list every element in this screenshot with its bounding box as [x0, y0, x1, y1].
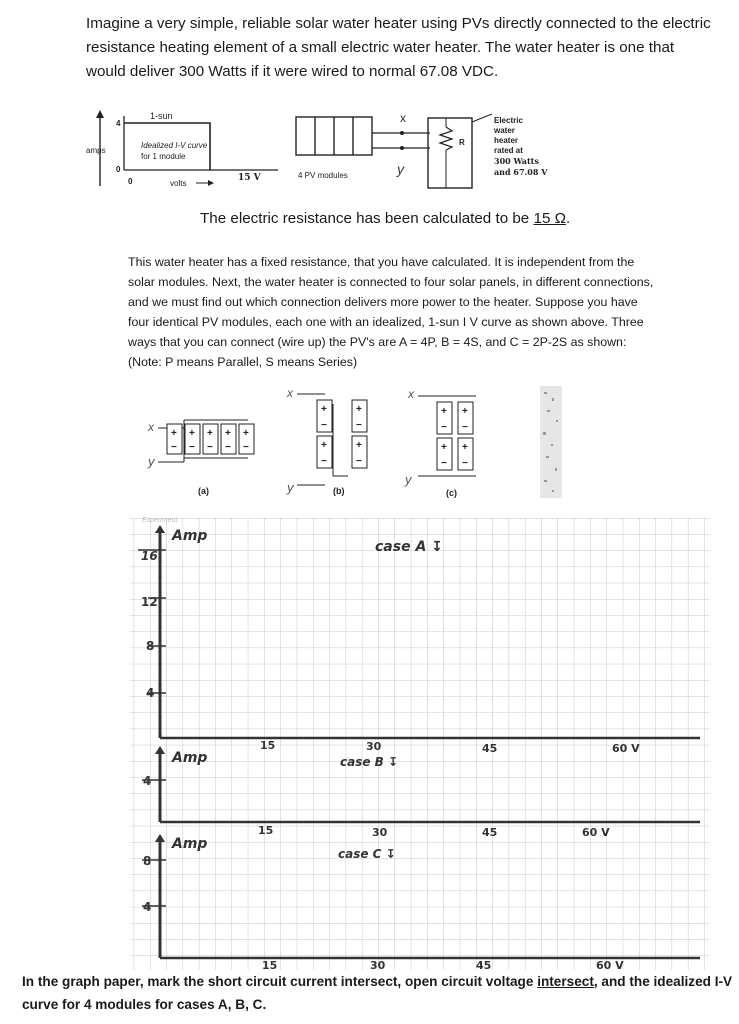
bottom-x-60v: 60 V [596, 959, 624, 970]
curve-label-2: for 1 module [141, 152, 186, 161]
config-a-label: (a) [198, 486, 209, 496]
graph-paper [0, 510, 739, 970]
bottom-x-15: 15 [262, 959, 278, 970]
config-a-minus-5: − [243, 442, 249, 453]
case-b-x-30: 30 [366, 740, 382, 753]
config-b-node-y: y [287, 480, 294, 495]
config-b-plus-3: + [356, 404, 362, 415]
config-a-plus-1: + [171, 428, 177, 439]
config-c-plus-2: + [462, 406, 468, 417]
curve-label-1: Idealized I-V curve [141, 141, 208, 150]
config-c-minus-4: − [462, 458, 468, 469]
case-c-y-4: 4 [143, 900, 152, 914]
scan-noise [540, 386, 562, 498]
config-a-minus-3: − [207, 442, 213, 453]
sun-label: 1-sun [150, 111, 173, 121]
case-b-x-45: 45 [482, 742, 498, 755]
case-b-x-60v: 60 V [612, 742, 640, 755]
case-b-y-4: 4 [143, 774, 152, 788]
final-underlined: intersect [537, 974, 594, 989]
modules-label: 4 PV modules [298, 171, 348, 180]
config-c-minus-1: − [441, 422, 447, 433]
config-c-plus-1: + [441, 406, 447, 417]
config-a-plus-2: + [189, 428, 195, 439]
final-instruction [22, 970, 737, 1016]
case-c-x-15: 15 [258, 824, 274, 837]
case-c-unit: Amp [172, 836, 208, 852]
heater-box [428, 118, 472, 188]
case-a-y-8: 8 [146, 639, 155, 653]
node-y-top: y [397, 161, 404, 177]
config-b-plus-1: + [321, 404, 327, 415]
node-x-top: x [400, 111, 406, 125]
config-b-plus-2: + [321, 440, 327, 451]
config-c-plus-4: + [462, 442, 468, 453]
iv-y-arrow [96, 110, 104, 118]
intro-paragraph: Imagine a very simple, reliable solar water heater using PVs directly connected to the electric resistance heating element of a small electric water heater. The water heater is one that would deliver 300 Watts if it were wired to normal 67.08 VDC. [86, 15, 711, 80]
final-part2: , and the idealized I-V curve for 4 modules for cases A, B, C. [22, 974, 733, 1012]
calc-end: . [565, 210, 571, 227]
case-c-x-60v: 60 V [582, 826, 610, 839]
final-part1: In the graph paper, mark the short circuit current intersect, open circuit voltage [22, 974, 534, 989]
heater-label-0: Electric [494, 116, 523, 125]
resistance-statement [200, 210, 570, 227]
resistor-symbol [440, 127, 452, 150]
config-a-plus-4: + [225, 428, 231, 439]
bottom-x-30: 30 [370, 959, 386, 970]
config-b-minus-3: − [356, 420, 362, 431]
config-a-node-y: y [148, 454, 155, 469]
case-b-x-15: 15 [260, 739, 276, 752]
y-tick-4: 4 [116, 119, 121, 128]
config-c-minus-3: − [441, 458, 447, 469]
config-a-minus-4: − [225, 442, 231, 453]
heater-label-4: 300 Watts [494, 156, 539, 166]
volts-label: volts [170, 179, 187, 188]
config-c-node-x: x [408, 387, 414, 401]
resistor-label: R [459, 138, 465, 147]
config-b-label: (b) [333, 486, 345, 496]
bottom-x-45: 45 [476, 959, 492, 970]
case-a-y-4: 4 [146, 686, 155, 700]
resistance-value: 15 Ω [533, 210, 566, 227]
y-tick-0: 0 [116, 165, 121, 174]
case-a-unit: Amp [172, 528, 208, 544]
config-c-plus-3: + [441, 442, 447, 453]
config-a-minus-1: − [171, 442, 177, 453]
config-b [286, 386, 367, 496]
case-c-x-45: 45 [482, 826, 498, 839]
heater-label-2: heater [494, 136, 519, 145]
x-tick-15v: 15 V [238, 173, 261, 183]
config-c [404, 387, 476, 498]
case-c-title: case C ↧ [338, 847, 396, 861]
heater-label-1: water [494, 126, 515, 135]
config-a-plus-3: + [207, 428, 213, 439]
case-b-title: case B ↧ [340, 755, 399, 769]
case-c-y-8: 8 [143, 854, 152, 868]
config-c-node-y: y [405, 472, 412, 487]
case-a-title: case A ↧ [375, 539, 443, 555]
config-c-minus-2: − [462, 422, 468, 433]
config-b-minus-1: − [321, 420, 327, 431]
configurations-diagram [0, 380, 739, 505]
amps-label: amps [86, 146, 106, 155]
x-tick-0: 0 [128, 177, 133, 186]
case-a-y-12: 12 [141, 595, 158, 609]
config-a-node-x: x [148, 420, 154, 434]
config-a-minus-2: − [189, 442, 195, 453]
config-a [147, 420, 254, 496]
heater-label-5: and 67.08 V [494, 167, 548, 177]
heater-label-3: rated at [494, 146, 523, 155]
faded-header: Experiment: [142, 517, 180, 524]
config-c-label: (c) [446, 488, 457, 498]
circuit-diagram [0, 100, 739, 200]
calc-text: The electric resistance has been calculated to be [200, 210, 530, 227]
problem-paragraph: This water heater has a fixed resistance, that you have calculated. It is independent from the solar modules. Next, the water heater is connected to four solar panels, in different connections, and we must find out which connection delivers more power to the heater. Suppose you have four identical PV modules, each one with an idealized, 1-sun I V curve as shown above. Three ways that you can connect (wire up) the PV's are A = 4P, B = 4S, and C = 2P-2S as shown: (Note: P means Parallel, S means Series) [128, 255, 654, 369]
case-b-unit: Amp [172, 750, 208, 766]
config-a-plus-5: + [243, 428, 249, 439]
config-b-minus-2: − [321, 456, 327, 467]
config-b-plus-4: + [356, 440, 362, 451]
config-b-minus-4: − [356, 456, 362, 467]
config-b-node-x: x [287, 386, 293, 400]
case-a-y-16: 16 [141, 549, 158, 563]
case-c-x-30: 30 [372, 826, 388, 839]
